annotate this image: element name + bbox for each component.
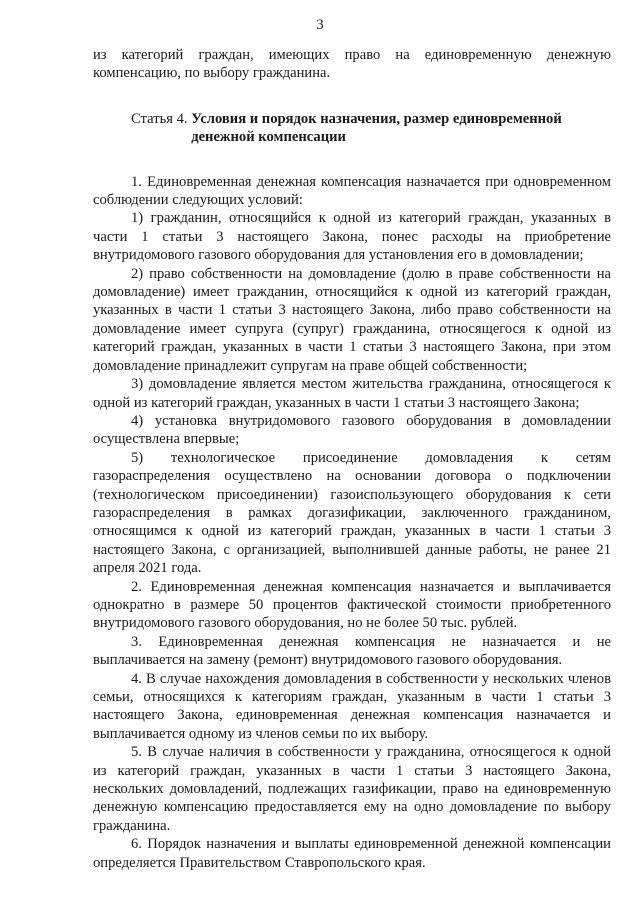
paragraph-2: 2. Единовременная денежная компенсация назначается и выплачивается однократно в размере 50 процентов фактической стоимости приобретенного внутридомового газового оборудования, но не более 50 тыс. рублей. [93, 578, 611, 632]
paragraph-1: 1. Единовременная денежная компенсация назначается при одновременном соблюдении следующих условий: [93, 173, 611, 209]
document-body [93, 46, 611, 872]
paragraph-4: 4. В случае нахождения домовладения в собственности у нескольких членов семьи, относящихся к категориям граждан, указанным в части 1 статьи 3 настоящего Закона, единовременная денежная компенсация назначается и выплачивается одному из членов семьи по их выбору. [93, 670, 611, 742]
intro-continuation: из категорий граждан, имеющих право на единовременную денежную компенсацию, по выбору гражданина. [93, 47, 611, 82]
paragraph-6: 6. Порядок назначения и выплаты единовременной денежной компенсации определяется Правительством Ставропольского края. [93, 836, 611, 871]
condition-2: 2) право собственности на домовладение (долю в праве собственности на домовладение) имеет гражданин, относящийся к одной из категорий граждан, указанных в части 1 статьи 3 настоящего Закона, либо право собственности на домовладение имеет супруга (супруг) гражданина, относящегося к одной из категорий граждан, указанных в части 1 статьи 3 настоящего Закона, при этом домовладение принадлежит супругам на праве общей собственности; [93, 265, 611, 374]
article-title: Условия и порядок назначения, размер единовременной денежной компенсации [191, 110, 562, 146]
condition-4: 4) установка внутридомового газового оборудования в домовладении осуществлена впервые; [93, 412, 611, 448]
paragraph-5: 5. В случае наличия в собственности у гражданина, относящегося к одной из категорий граждан, указанных в части 1 статьи 3 настоящего Закона, нескольких домовладений, подлежащих газификации, право на единовременную денежную компенсацию предоставляется ему на одно домовладение по выбору гражданина. [93, 744, 611, 834]
condition-3: 3) домовладение является местом жительства гражданина, относящегося к одной из категорий граждан, указанных в части 1 статьи 3 настоящего Закона; [93, 376, 611, 411]
article-number: Статья 4. [131, 110, 192, 127]
paragraph-3: 3. Единовременная денежная компенсация не назначается и не выплачивается на замену (ремонт) внутридомового газового оборудования. [93, 633, 611, 669]
article-heading [93, 110, 611, 147]
page-number: 3 [316, 17, 324, 33]
condition-1: 1) гражданин, относящийся к одной из категорий граждан, указанных в части 1 статьи 3 настоящего Закона, понес расходы на приобретение внутридомового газового оборудования для установления его в домовладении; [93, 210, 611, 264]
condition-5: 5) технологическое присоединение домовладения к сетям газораспределения осуществлено на основании договора о подключении (технологическом присоединении) газоиспользующего оборудования к сети газораспределения в рамках догазификации, заключенного гражданином, относящимся к одной из категорий граждан, указанных в части 1 статьи 3 настоящего Закона, с организацией, выполнившей данные работы, не ранее 21 апреля 2021 года. [93, 449, 611, 577]
